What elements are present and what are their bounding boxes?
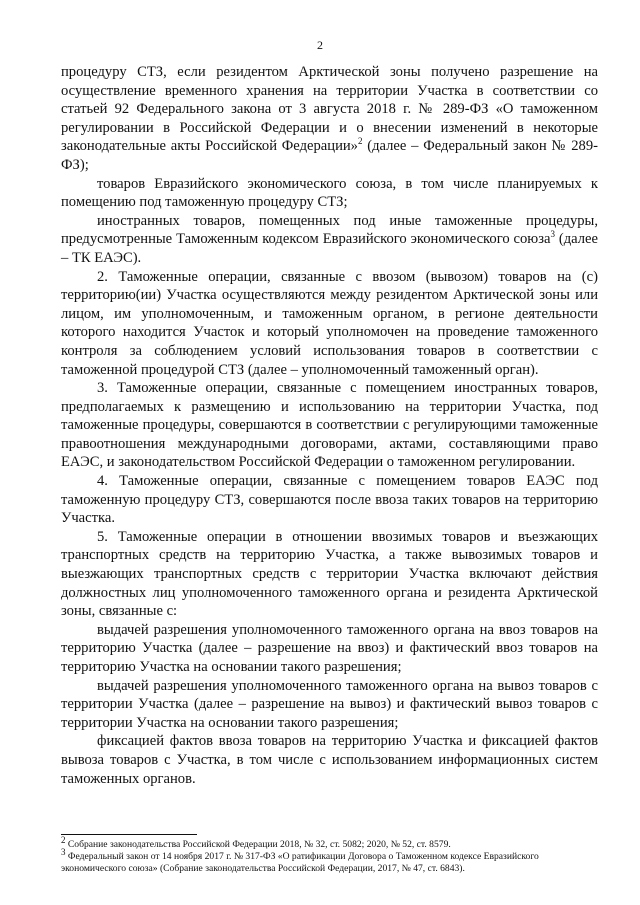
paragraph-eaeu-goods	[61, 175, 598, 212]
paragraph-export-permit	[61, 677, 598, 733]
footnote-marker: 3	[61, 846, 66, 857]
paragraph-text: выдачей разрешения уполномоченного таможенного органа на ввоз товаров на территорию Участка (далее – разрешение на ввоз) и фактический ввоз товаров на территорию Участка на основании такого разрешения;	[61, 621, 598, 675]
footnotes	[61, 834, 598, 875]
paragraph-text: товаров Евразийского экономического союза, в том числе планируемых к помещению под таможенную процедуру СТЗ;	[61, 175, 598, 211]
footnote-3	[61, 846, 598, 875]
footnote-ref-3[interactable]: 3	[550, 229, 555, 240]
footnote-text: Федеральный закон от 14 ноября 2017 г. № 317-ФЗ «О ратификации Договора о Таможенном кодексе Евразийского экономического союза» (Собрание законодательства Российской Федерации, 2017, № 47, ст. 6843).	[61, 851, 539, 874]
paragraph-import-permit	[61, 621, 598, 677]
paragraph-text: (далее – ТК ЕАЭС).	[61, 231, 598, 266]
paragraph-item-3	[61, 379, 598, 472]
paragraph-text: 4. Таможенные операции, связанные с помещением товаров ЕАЭС под таможенную процедуру СТЗ, совершаются после ввоза таких товаров на территорию Участка.	[61, 473, 598, 527]
paragraph-text: (далее – Федеральный закон № 289-ФЗ);	[61, 138, 598, 173]
document-body	[61, 63, 598, 788]
paragraph-continuation	[61, 63, 598, 175]
footnote-2	[61, 834, 598, 851]
paragraph-text: 3. Таможенные операции, связанные с помещением иностранных товаров, предполагаемых к размещению и использованию на территории Участка, под таможенные процедуры, совершаются в соответствии с регулирующими таможенные правоотношения международными договорами, актами, составляющими право ЕАЭС, и законодательством Российской Федерации о таможенном регулировании.	[61, 380, 598, 471]
paragraph-fixation	[61, 732, 598, 788]
page-number: 2	[317, 38, 323, 52]
paragraph-text: иностранных товаров, помещенных под иные таможенные процедуры, предусмотренные Таможенным кодексом Евразийского экономического союза	[61, 212, 598, 248]
paragraph-text: процедуру СТЗ, если резидентом Арктической зоны получено разрешение на осуществление временного хранения на территории Участка в соответствии со статьей 92 Федерального закона от 3 августа 2018 г. № 289-ФЗ «О таможенном регулировании в Российской Федерации и о внесении изменений в некоторые законодательные акты Российской Федерации»	[61, 64, 598, 155]
footnote-divider	[61, 834, 197, 835]
footnote-ref-2[interactable]: 2	[357, 136, 363, 147]
paragraph-text: 2. Таможенные операции, связанные с ввозом (вывозом) товаров на (с) территорию(ии) Участка осуществляются между резидентом Арктической зоны или лицом, им уполномоченным, и таможенным органом, в регионе деятельности которого находится Участок и который уполномочен на проведение таможенного контроля за соблюдением условий использования товаров в соответствии с таможенной процедурой СТЗ (далее – уполномоченный таможенный орган).	[61, 268, 598, 378]
paragraph-text: 5. Таможенные операции в отношении ввозимых товаров и въезжающих транспортных средств на территорию Участка, а также вывозимых товаров и выезжающих транспортных средств с территории Участка включают действия должностных лиц уполномоченного таможенного органа и резидента Арктической зоны, связанные с:	[61, 528, 598, 620]
footnote-text: Собрание законодательства Российской Федерации 2018, № 32, ст. 5082; 2020, № 52, ст. 8579.	[65, 839, 451, 850]
paragraph-text: выдачей разрешения уполномоченного таможенного органа на вывоз товаров с территории Участка (далее – разрешение на вывоз) и фактический вывоз товаров с территории Участка на основании такого разрешения;	[61, 677, 598, 731]
paragraph-item-5	[61, 528, 598, 621]
paragraph-item-4	[61, 472, 598, 528]
footnote-marker: 2	[61, 834, 66, 845]
paragraph-foreign-goods	[61, 212, 598, 268]
paragraph-item-2	[61, 268, 598, 380]
paragraph-text: фиксацией фактов ввоза товаров на территорию Участка и фиксацией фактов вывоза товаров с Участка, в том числе с использованием информационных систем таможенных органов.	[61, 733, 598, 787]
